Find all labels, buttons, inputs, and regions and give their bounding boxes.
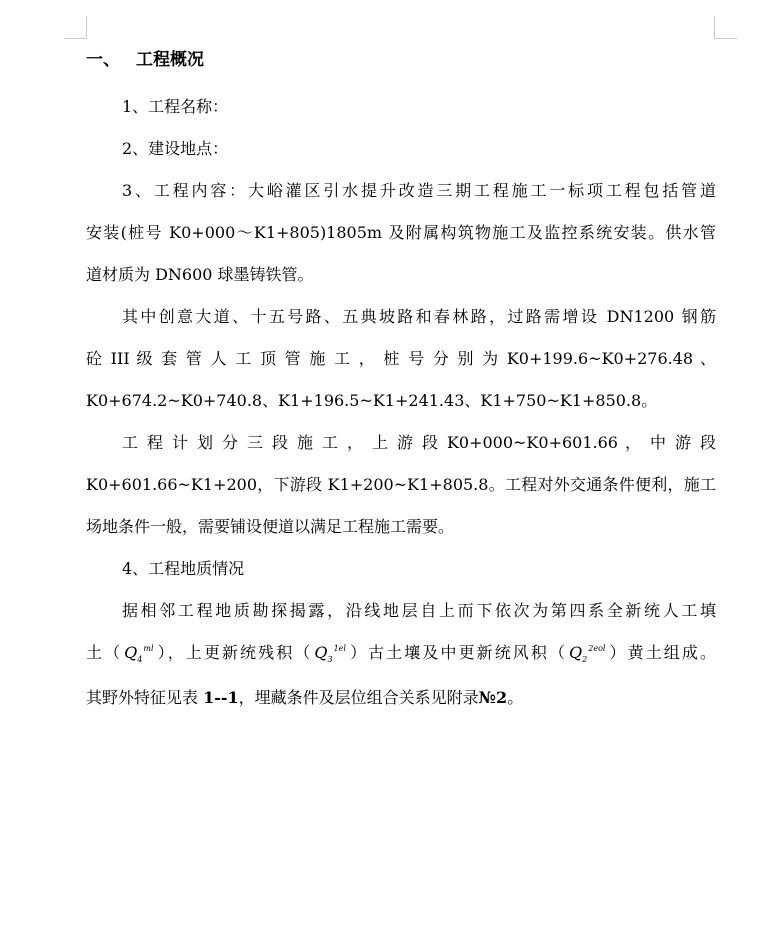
item-content-line2: 安装(桩号 K0+000～K1+805)1805m 及附属构筑物施工及监控系统安装。供水管 [86, 223, 716, 242]
formula-base: Q [314, 643, 328, 662]
geology-line2 [86, 632, 716, 677]
formula-q3-1el [312, 632, 348, 677]
formula-subscript: 4 [137, 655, 143, 664]
document-body [86, 44, 716, 719]
phases-line3: 场地条件一般，需要铺设便道以满足工程施工需要。 [86, 517, 455, 536]
formula-subscript: 3 [327, 655, 333, 664]
item-project-name: 1、工程名称： [122, 97, 229, 116]
table-reference: 1--1 [203, 688, 239, 707]
geology-line3 [86, 677, 716, 719]
geology-line3-a: 其野外特征见表 [86, 688, 204, 707]
pipe-jacking-line1: 其中创意大道、十五号路、五典坡路和春林路，过路需增设 DN1200 钢筋 [122, 307, 716, 326]
formula-q4-ml [122, 632, 155, 677]
formula-base: Q [569, 643, 583, 662]
geology-line2-b: ），上更新统残积（ [155, 643, 313, 662]
crop-mark-top-left [64, 16, 87, 39]
geology-line2-a: 土（ [86, 643, 123, 662]
item-location: 2、建设地点： [122, 139, 229, 158]
formula-subscript: 2 [582, 655, 588, 664]
phases-line1: 工 程 计 划 分 三 段 施 工 ， 上 游 段 K0+000~K0+601.66 ， 中 游 段 [122, 433, 716, 452]
pipe-jacking-line3: K0+674.2~K0+740.8、K1+196.5~K1+241.43、K1+750~K1+850.8。 [86, 391, 658, 410]
geology-title: 4、工程地质情况 [122, 559, 245, 578]
phases-line2: K0+601.66~K1+200，下游段 K1+200~K1+805.8。工程对外交通条件便利，施工 [86, 475, 716, 494]
crop-mark-top-right [714, 16, 737, 39]
formula-superscript: 2eol [588, 644, 606, 653]
item-content-line1: 3、工程内容：大峪灌区引水提升改造三期工程施工一标项工程包括管道 [122, 181, 716, 200]
geology-line2-c: ）古土壤及中更新统风积（ [347, 643, 568, 662]
section-title: 工程概况 [136, 50, 204, 70]
formula-base: Q [124, 643, 138, 662]
item-content-line3: 道材质为 DN600 球墨铸铁管。 [86, 265, 314, 284]
appendix-reference: №2 [478, 688, 508, 707]
geology-line2-d: ）黄土组成。 [607, 643, 716, 662]
pipe-jacking-line2: 砼 III 级 套 管 人 工 顶 管 施 工 ， 桩 号 分 别 为 K0+199.6~K0+276.48 、 [86, 349, 716, 368]
geology-line3-c: ，埋藏条件及层位组合关系见附录 [238, 688, 479, 707]
formula-q2-2eol [567, 632, 607, 677]
section-number: 一、 [86, 50, 120, 70]
geology-line1: 据相邻工程地质勘探揭露，沿线地层自上而下依次为第四系全新统人工填 [122, 601, 716, 620]
section-heading [86, 44, 716, 76]
geology-line3-e: 。 [507, 688, 524, 707]
formula-superscript: ml [143, 644, 154, 653]
formula-superscript: 1el [333, 644, 346, 653]
